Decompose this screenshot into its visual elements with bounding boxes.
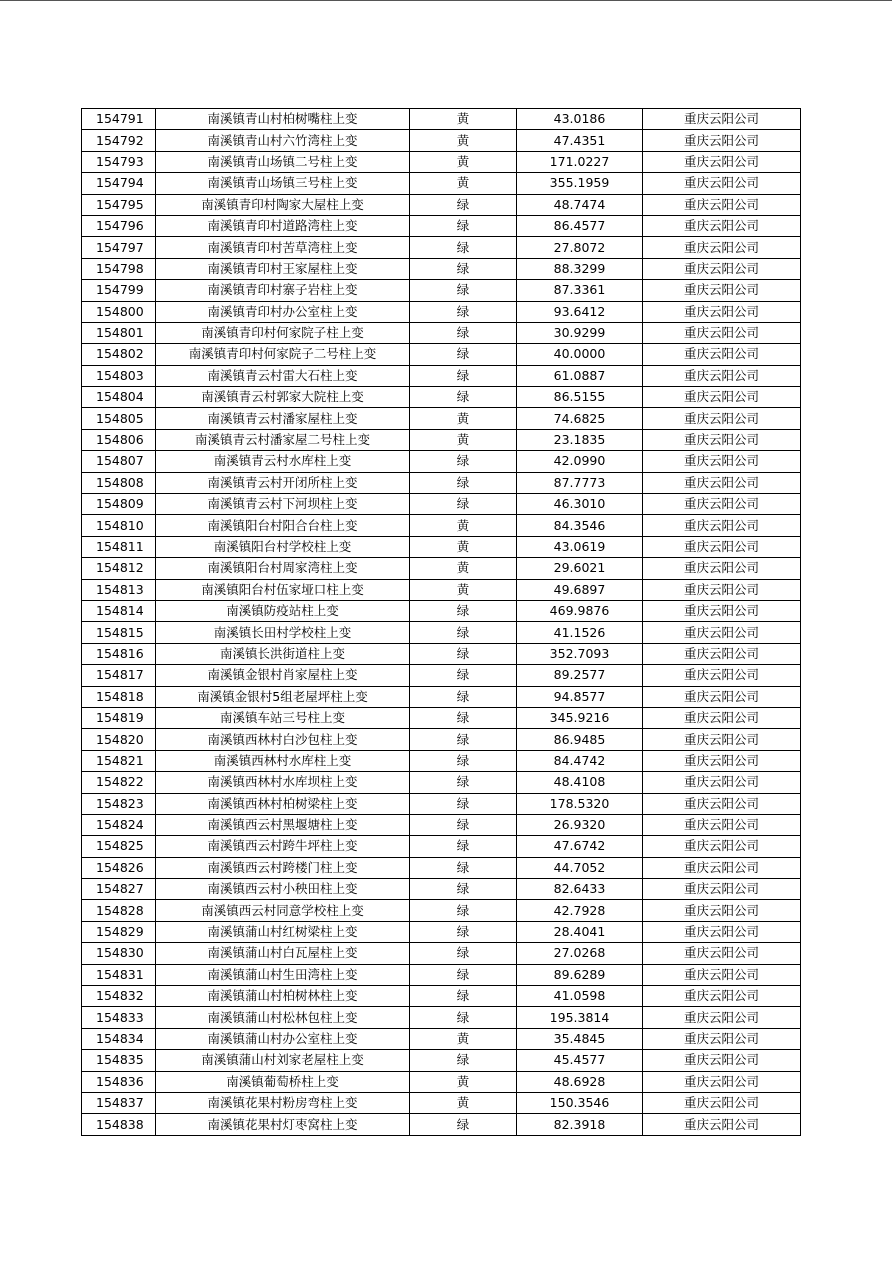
company-cell: 重庆云阳公司 bbox=[643, 301, 801, 322]
row-id-cell: 154818 bbox=[82, 686, 156, 707]
table-row bbox=[82, 964, 801, 985]
transformer-name-cell: 南溪镇青印村陶家大屋柱上变 bbox=[156, 194, 410, 215]
company-cell: 重庆云阳公司 bbox=[643, 879, 801, 900]
transformer-name-cell: 南溪镇青印村苦草湾柱上变 bbox=[156, 237, 410, 258]
status-color-cell: 黄 bbox=[410, 173, 517, 194]
table-row bbox=[82, 451, 801, 472]
status-color-cell: 绿 bbox=[410, 921, 517, 942]
company-cell: 重庆云阳公司 bbox=[643, 921, 801, 942]
transformer-name-cell: 南溪镇阳台村学校柱上变 bbox=[156, 536, 410, 557]
transformer-name-cell: 南溪镇阳台村阳合台柱上变 bbox=[156, 515, 410, 536]
company-cell: 重庆云阳公司 bbox=[643, 387, 801, 408]
table-row bbox=[82, 1071, 801, 1092]
company-cell: 重庆云阳公司 bbox=[643, 1114, 801, 1135]
transformer-name-cell: 南溪镇金银村肖家屋柱上变 bbox=[156, 665, 410, 686]
status-color-cell: 绿 bbox=[410, 686, 517, 707]
status-color-cell: 黄 bbox=[410, 429, 517, 450]
row-id-cell: 154798 bbox=[82, 258, 156, 279]
table-row bbox=[82, 686, 801, 707]
table-row bbox=[82, 130, 801, 151]
transformer-table-container bbox=[81, 108, 800, 1136]
status-color-cell: 绿 bbox=[410, 494, 517, 515]
company-cell: 重庆云阳公司 bbox=[643, 750, 801, 771]
company-cell: 重庆云阳公司 bbox=[643, 536, 801, 557]
table-row bbox=[82, 1050, 801, 1071]
company-cell: 重庆云阳公司 bbox=[643, 665, 801, 686]
company-cell: 重庆云阳公司 bbox=[643, 408, 801, 429]
value-cell: 48.7474 bbox=[517, 194, 643, 215]
table-row bbox=[82, 900, 801, 921]
table-row bbox=[82, 836, 801, 857]
value-cell: 43.0186 bbox=[517, 109, 643, 130]
company-cell: 重庆云阳公司 bbox=[643, 836, 801, 857]
status-color-cell: 绿 bbox=[410, 280, 517, 301]
value-cell: 30.9299 bbox=[517, 322, 643, 343]
value-cell: 88.3299 bbox=[517, 258, 643, 279]
company-cell: 重庆云阳公司 bbox=[643, 258, 801, 279]
transformer-name-cell: 南溪镇阳台村伍家垭口柱上变 bbox=[156, 579, 410, 600]
company-cell: 重庆云阳公司 bbox=[643, 494, 801, 515]
table-row bbox=[82, 643, 801, 664]
table-row bbox=[82, 536, 801, 557]
transformer-name-cell: 南溪镇西林村水库坝柱上变 bbox=[156, 772, 410, 793]
value-cell: 45.4577 bbox=[517, 1050, 643, 1071]
table-row bbox=[82, 921, 801, 942]
status-color-cell: 绿 bbox=[410, 643, 517, 664]
row-id-cell: 154822 bbox=[82, 772, 156, 793]
table-row bbox=[82, 215, 801, 236]
value-cell: 46.3010 bbox=[517, 494, 643, 515]
row-id-cell: 154799 bbox=[82, 280, 156, 301]
value-cell: 44.7052 bbox=[517, 857, 643, 878]
value-cell: 352.7093 bbox=[517, 643, 643, 664]
table-row bbox=[82, 1028, 801, 1049]
row-id-cell: 154795 bbox=[82, 194, 156, 215]
table-row bbox=[82, 429, 801, 450]
status-color-cell: 绿 bbox=[410, 1050, 517, 1071]
table-row bbox=[82, 707, 801, 728]
value-cell: 84.4742 bbox=[517, 750, 643, 771]
row-id-cell: 154815 bbox=[82, 622, 156, 643]
transformer-name-cell: 南溪镇防疫站柱上变 bbox=[156, 600, 410, 621]
table-row bbox=[82, 622, 801, 643]
row-id-cell: 154793 bbox=[82, 151, 156, 172]
company-cell: 重庆云阳公司 bbox=[643, 215, 801, 236]
transformer-name-cell: 南溪镇长田村学校柱上变 bbox=[156, 622, 410, 643]
status-color-cell: 绿 bbox=[410, 707, 517, 728]
value-cell: 89.6289 bbox=[517, 964, 643, 985]
transformer-name-cell: 南溪镇蒲山村白瓦屋柱上变 bbox=[156, 943, 410, 964]
transformer-name-cell: 南溪镇青印村办公室柱上变 bbox=[156, 301, 410, 322]
company-cell: 重庆云阳公司 bbox=[643, 365, 801, 386]
company-cell: 重庆云阳公司 bbox=[643, 622, 801, 643]
row-id-cell: 154821 bbox=[82, 750, 156, 771]
row-id-cell: 154817 bbox=[82, 665, 156, 686]
transformer-name-cell: 南溪镇蒲山村刘家老屋柱上变 bbox=[156, 1050, 410, 1071]
value-cell: 195.3814 bbox=[517, 1007, 643, 1028]
status-color-cell: 绿 bbox=[410, 194, 517, 215]
row-id-cell: 154816 bbox=[82, 643, 156, 664]
table-row bbox=[82, 943, 801, 964]
table-row bbox=[82, 472, 801, 493]
transformer-name-cell: 南溪镇金银村5组老屋坪柱上变 bbox=[156, 686, 410, 707]
row-id-cell: 154807 bbox=[82, 451, 156, 472]
company-cell: 重庆云阳公司 bbox=[643, 772, 801, 793]
company-cell: 重庆云阳公司 bbox=[643, 900, 801, 921]
value-cell: 48.6928 bbox=[517, 1071, 643, 1092]
company-cell: 重庆云阳公司 bbox=[643, 1092, 801, 1113]
company-cell: 重庆云阳公司 bbox=[643, 344, 801, 365]
value-cell: 23.1835 bbox=[517, 429, 643, 450]
row-id-cell: 154794 bbox=[82, 173, 156, 194]
value-cell: 42.0990 bbox=[517, 451, 643, 472]
status-color-cell: 绿 bbox=[410, 750, 517, 771]
status-color-cell: 黄 bbox=[410, 109, 517, 130]
row-id-cell: 154810 bbox=[82, 515, 156, 536]
row-id-cell: 154791 bbox=[82, 109, 156, 130]
row-id-cell: 154823 bbox=[82, 793, 156, 814]
row-id-cell: 154811 bbox=[82, 536, 156, 557]
value-cell: 150.3546 bbox=[517, 1092, 643, 1113]
status-color-cell: 绿 bbox=[410, 772, 517, 793]
company-cell: 重庆云阳公司 bbox=[643, 857, 801, 878]
value-cell: 86.4577 bbox=[517, 215, 643, 236]
status-color-cell: 绿 bbox=[410, 665, 517, 686]
row-id-cell: 154805 bbox=[82, 408, 156, 429]
row-id-cell: 154834 bbox=[82, 1028, 156, 1049]
status-color-cell: 绿 bbox=[410, 344, 517, 365]
company-cell: 重庆云阳公司 bbox=[643, 1028, 801, 1049]
company-cell: 重庆云阳公司 bbox=[643, 280, 801, 301]
transformer-name-cell: 南溪镇青山村六竹湾柱上变 bbox=[156, 130, 410, 151]
table-row bbox=[82, 772, 801, 793]
table-row bbox=[82, 857, 801, 878]
row-id-cell: 154835 bbox=[82, 1050, 156, 1071]
table-row bbox=[82, 322, 801, 343]
status-color-cell: 绿 bbox=[410, 1114, 517, 1135]
table-row bbox=[82, 365, 801, 386]
transformer-name-cell: 南溪镇青云村潘家屋二号柱上变 bbox=[156, 429, 410, 450]
status-color-cell: 黄 bbox=[410, 1028, 517, 1049]
value-cell: 355.1959 bbox=[517, 173, 643, 194]
transformer-name-cell: 南溪镇青云村下河坝柱上变 bbox=[156, 494, 410, 515]
transformer-name-cell: 南溪镇西云村黑堰塘柱上变 bbox=[156, 814, 410, 835]
table-row bbox=[82, 1114, 801, 1135]
transformer-name-cell: 南溪镇西云村跨楼门柱上变 bbox=[156, 857, 410, 878]
value-cell: 47.4351 bbox=[517, 130, 643, 151]
row-id-cell: 154827 bbox=[82, 879, 156, 900]
company-cell: 重庆云阳公司 bbox=[643, 451, 801, 472]
status-color-cell: 绿 bbox=[410, 301, 517, 322]
row-id-cell: 154832 bbox=[82, 986, 156, 1007]
company-cell: 重庆云阳公司 bbox=[643, 964, 801, 985]
transformer-name-cell: 南溪镇西林村柏树梁柱上变 bbox=[156, 793, 410, 814]
company-cell: 重庆云阳公司 bbox=[643, 643, 801, 664]
table-row bbox=[82, 814, 801, 835]
company-cell: 重庆云阳公司 bbox=[643, 109, 801, 130]
value-cell: 48.4108 bbox=[517, 772, 643, 793]
value-cell: 469.9876 bbox=[517, 600, 643, 621]
company-cell: 重庆云阳公司 bbox=[643, 472, 801, 493]
value-cell: 82.3918 bbox=[517, 1114, 643, 1135]
status-color-cell: 黄 bbox=[410, 579, 517, 600]
company-cell: 重庆云阳公司 bbox=[643, 151, 801, 172]
table-row bbox=[82, 387, 801, 408]
value-cell: 82.6433 bbox=[517, 879, 643, 900]
company-cell: 重庆云阳公司 bbox=[643, 686, 801, 707]
value-cell: 86.5155 bbox=[517, 387, 643, 408]
value-cell: 84.3546 bbox=[517, 515, 643, 536]
status-color-cell: 绿 bbox=[410, 836, 517, 857]
value-cell: 41.1526 bbox=[517, 622, 643, 643]
row-id-cell: 154833 bbox=[82, 1007, 156, 1028]
status-color-cell: 绿 bbox=[410, 451, 517, 472]
status-color-cell: 绿 bbox=[410, 322, 517, 343]
row-id-cell: 154792 bbox=[82, 130, 156, 151]
status-color-cell: 绿 bbox=[410, 964, 517, 985]
status-color-cell: 绿 bbox=[410, 986, 517, 1007]
table-row bbox=[82, 344, 801, 365]
company-cell: 重庆云阳公司 bbox=[643, 194, 801, 215]
status-color-cell: 黄 bbox=[410, 1092, 517, 1113]
page-top-border bbox=[0, 0, 892, 1]
status-color-cell: 绿 bbox=[410, 237, 517, 258]
company-cell: 重庆云阳公司 bbox=[643, 943, 801, 964]
value-cell: 93.6412 bbox=[517, 301, 643, 322]
value-cell: 40.0000 bbox=[517, 344, 643, 365]
transformer-name-cell: 南溪镇青印村何家院子柱上变 bbox=[156, 322, 410, 343]
table-row bbox=[82, 109, 801, 130]
status-color-cell: 绿 bbox=[410, 472, 517, 493]
company-cell: 重庆云阳公司 bbox=[643, 558, 801, 579]
row-id-cell: 154824 bbox=[82, 814, 156, 835]
transformer-table bbox=[81, 108, 801, 1136]
row-id-cell: 154814 bbox=[82, 600, 156, 621]
company-cell: 重庆云阳公司 bbox=[643, 986, 801, 1007]
row-id-cell: 154808 bbox=[82, 472, 156, 493]
table-row bbox=[82, 408, 801, 429]
transformer-name-cell: 南溪镇花果村灯枣窝柱上变 bbox=[156, 1114, 410, 1135]
value-cell: 87.7773 bbox=[517, 472, 643, 493]
company-cell: 重庆云阳公司 bbox=[643, 237, 801, 258]
company-cell: 重庆云阳公司 bbox=[643, 429, 801, 450]
transformer-name-cell: 南溪镇青印村何家院子二号柱上变 bbox=[156, 344, 410, 365]
value-cell: 28.4041 bbox=[517, 921, 643, 942]
company-cell: 重庆云阳公司 bbox=[643, 814, 801, 835]
value-cell: 27.0268 bbox=[517, 943, 643, 964]
row-id-cell: 154797 bbox=[82, 237, 156, 258]
row-id-cell: 154813 bbox=[82, 579, 156, 600]
transformer-name-cell: 南溪镇花果村粉房弯柱上变 bbox=[156, 1092, 410, 1113]
transformer-name-cell: 南溪镇西云村同意学校柱上变 bbox=[156, 900, 410, 921]
value-cell: 43.0619 bbox=[517, 536, 643, 557]
transformer-name-cell: 南溪镇青山村柏树嘴柱上变 bbox=[156, 109, 410, 130]
row-id-cell: 154836 bbox=[82, 1071, 156, 1092]
transformer-name-cell: 南溪镇阳台村周家湾柱上变 bbox=[156, 558, 410, 579]
row-id-cell: 154812 bbox=[82, 558, 156, 579]
value-cell: 74.6825 bbox=[517, 408, 643, 429]
value-cell: 86.9485 bbox=[517, 729, 643, 750]
value-cell: 41.0598 bbox=[517, 986, 643, 1007]
table-row bbox=[82, 515, 801, 536]
company-cell: 重庆云阳公司 bbox=[643, 707, 801, 728]
row-id-cell: 154838 bbox=[82, 1114, 156, 1135]
table-row bbox=[82, 494, 801, 515]
row-id-cell: 154803 bbox=[82, 365, 156, 386]
value-cell: 42.7928 bbox=[517, 900, 643, 921]
status-color-cell: 绿 bbox=[410, 600, 517, 621]
transformer-name-cell: 南溪镇蒲山村生田湾柱上变 bbox=[156, 964, 410, 985]
company-cell: 重庆云阳公司 bbox=[643, 1071, 801, 1092]
table-row bbox=[82, 173, 801, 194]
table-row bbox=[82, 1007, 801, 1028]
status-color-cell: 绿 bbox=[410, 387, 517, 408]
status-color-cell: 绿 bbox=[410, 365, 517, 386]
row-id-cell: 154830 bbox=[82, 943, 156, 964]
transformer-name-cell: 南溪镇车站三号柱上变 bbox=[156, 707, 410, 728]
company-cell: 重庆云阳公司 bbox=[643, 515, 801, 536]
transformer-name-cell: 南溪镇青山场镇二号柱上变 bbox=[156, 151, 410, 172]
table-row bbox=[82, 879, 801, 900]
value-cell: 345.9216 bbox=[517, 707, 643, 728]
transformer-name-cell: 南溪镇长洪街道柱上变 bbox=[156, 643, 410, 664]
company-cell: 重庆云阳公司 bbox=[643, 322, 801, 343]
company-cell: 重庆云阳公司 bbox=[643, 173, 801, 194]
status-color-cell: 绿 bbox=[410, 215, 517, 236]
company-cell: 重庆云阳公司 bbox=[643, 1007, 801, 1028]
transformer-name-cell: 南溪镇蒲山村红树梁柱上变 bbox=[156, 921, 410, 942]
company-cell: 重庆云阳公司 bbox=[643, 729, 801, 750]
value-cell: 178.5320 bbox=[517, 793, 643, 814]
transformer-name-cell: 南溪镇青印村王家屋柱上变 bbox=[156, 258, 410, 279]
value-cell: 89.2577 bbox=[517, 665, 643, 686]
row-id-cell: 154819 bbox=[82, 707, 156, 728]
row-id-cell: 154837 bbox=[82, 1092, 156, 1113]
status-color-cell: 绿 bbox=[410, 814, 517, 835]
transformer-name-cell: 南溪镇青云村潘家屋柱上变 bbox=[156, 408, 410, 429]
table-row bbox=[82, 579, 801, 600]
transformer-name-cell: 南溪镇蒲山村柏树林柱上变 bbox=[156, 986, 410, 1007]
row-id-cell: 154828 bbox=[82, 900, 156, 921]
status-color-cell: 绿 bbox=[410, 879, 517, 900]
status-color-cell: 黄 bbox=[410, 515, 517, 536]
status-color-cell: 黄 bbox=[410, 1071, 517, 1092]
row-id-cell: 154831 bbox=[82, 964, 156, 985]
company-cell: 重庆云阳公司 bbox=[643, 1050, 801, 1071]
value-cell: 94.8577 bbox=[517, 686, 643, 707]
transformer-name-cell: 南溪镇西林村水库柱上变 bbox=[156, 750, 410, 771]
value-cell: 61.0887 bbox=[517, 365, 643, 386]
transformer-name-cell: 南溪镇青云村雷大石柱上变 bbox=[156, 365, 410, 386]
row-id-cell: 154800 bbox=[82, 301, 156, 322]
value-cell: 27.8072 bbox=[517, 237, 643, 258]
company-cell: 重庆云阳公司 bbox=[643, 579, 801, 600]
row-id-cell: 154820 bbox=[82, 729, 156, 750]
status-color-cell: 绿 bbox=[410, 857, 517, 878]
status-color-cell: 黄 bbox=[410, 408, 517, 429]
transformer-name-cell: 南溪镇青印村道路湾柱上变 bbox=[156, 215, 410, 236]
row-id-cell: 154796 bbox=[82, 215, 156, 236]
table-row bbox=[82, 280, 801, 301]
table-row bbox=[82, 750, 801, 771]
value-cell: 26.9320 bbox=[517, 814, 643, 835]
table-row bbox=[82, 237, 801, 258]
table-row bbox=[82, 986, 801, 1007]
table-row bbox=[82, 558, 801, 579]
value-cell: 29.6021 bbox=[517, 558, 643, 579]
row-id-cell: 154804 bbox=[82, 387, 156, 408]
transformer-name-cell: 南溪镇蒲山村松林包柱上变 bbox=[156, 1007, 410, 1028]
row-id-cell: 154825 bbox=[82, 836, 156, 857]
transformer-name-cell: 南溪镇青印村寨子岩柱上变 bbox=[156, 280, 410, 301]
row-id-cell: 154826 bbox=[82, 857, 156, 878]
status-color-cell: 绿 bbox=[410, 943, 517, 964]
value-cell: 171.0227 bbox=[517, 151, 643, 172]
row-id-cell: 154806 bbox=[82, 429, 156, 450]
table-row bbox=[82, 665, 801, 686]
status-color-cell: 绿 bbox=[410, 900, 517, 921]
company-cell: 重庆云阳公司 bbox=[643, 130, 801, 151]
table-row bbox=[82, 151, 801, 172]
status-color-cell: 黄 bbox=[410, 151, 517, 172]
value-cell: 87.3361 bbox=[517, 280, 643, 301]
transformer-name-cell: 南溪镇西林村白沙包柱上变 bbox=[156, 729, 410, 750]
value-cell: 49.6897 bbox=[517, 579, 643, 600]
table-body bbox=[82, 109, 801, 1136]
table-row bbox=[82, 194, 801, 215]
status-color-cell: 黄 bbox=[410, 130, 517, 151]
table-row bbox=[82, 729, 801, 750]
transformer-name-cell: 南溪镇青云村开闭所柱上变 bbox=[156, 472, 410, 493]
transformer-name-cell: 南溪镇青云村水库柱上变 bbox=[156, 451, 410, 472]
table-row bbox=[82, 1092, 801, 1113]
row-id-cell: 154802 bbox=[82, 344, 156, 365]
value-cell: 35.4845 bbox=[517, 1028, 643, 1049]
table-row bbox=[82, 600, 801, 621]
status-color-cell: 绿 bbox=[410, 1007, 517, 1028]
transformer-name-cell: 南溪镇蒲山村办公室柱上变 bbox=[156, 1028, 410, 1049]
status-color-cell: 黄 bbox=[410, 558, 517, 579]
transformer-name-cell: 南溪镇西云村跨牛坪柱上变 bbox=[156, 836, 410, 857]
value-cell: 47.6742 bbox=[517, 836, 643, 857]
row-id-cell: 154809 bbox=[82, 494, 156, 515]
status-color-cell: 黄 bbox=[410, 536, 517, 557]
status-color-cell: 绿 bbox=[410, 622, 517, 643]
company-cell: 重庆云阳公司 bbox=[643, 600, 801, 621]
transformer-name-cell: 南溪镇青云村郭家大院柱上变 bbox=[156, 387, 410, 408]
transformer-name-cell: 南溪镇葡萄桥柱上变 bbox=[156, 1071, 410, 1092]
row-id-cell: 154829 bbox=[82, 921, 156, 942]
transformer-name-cell: 南溪镇西云村小秧田柱上变 bbox=[156, 879, 410, 900]
transformer-name-cell: 南溪镇青山场镇三号柱上变 bbox=[156, 173, 410, 194]
row-id-cell: 154801 bbox=[82, 322, 156, 343]
status-color-cell: 绿 bbox=[410, 258, 517, 279]
company-cell: 重庆云阳公司 bbox=[643, 793, 801, 814]
table-row bbox=[82, 793, 801, 814]
table-row bbox=[82, 301, 801, 322]
table-row bbox=[82, 258, 801, 279]
status-color-cell: 绿 bbox=[410, 729, 517, 750]
status-color-cell: 绿 bbox=[410, 793, 517, 814]
